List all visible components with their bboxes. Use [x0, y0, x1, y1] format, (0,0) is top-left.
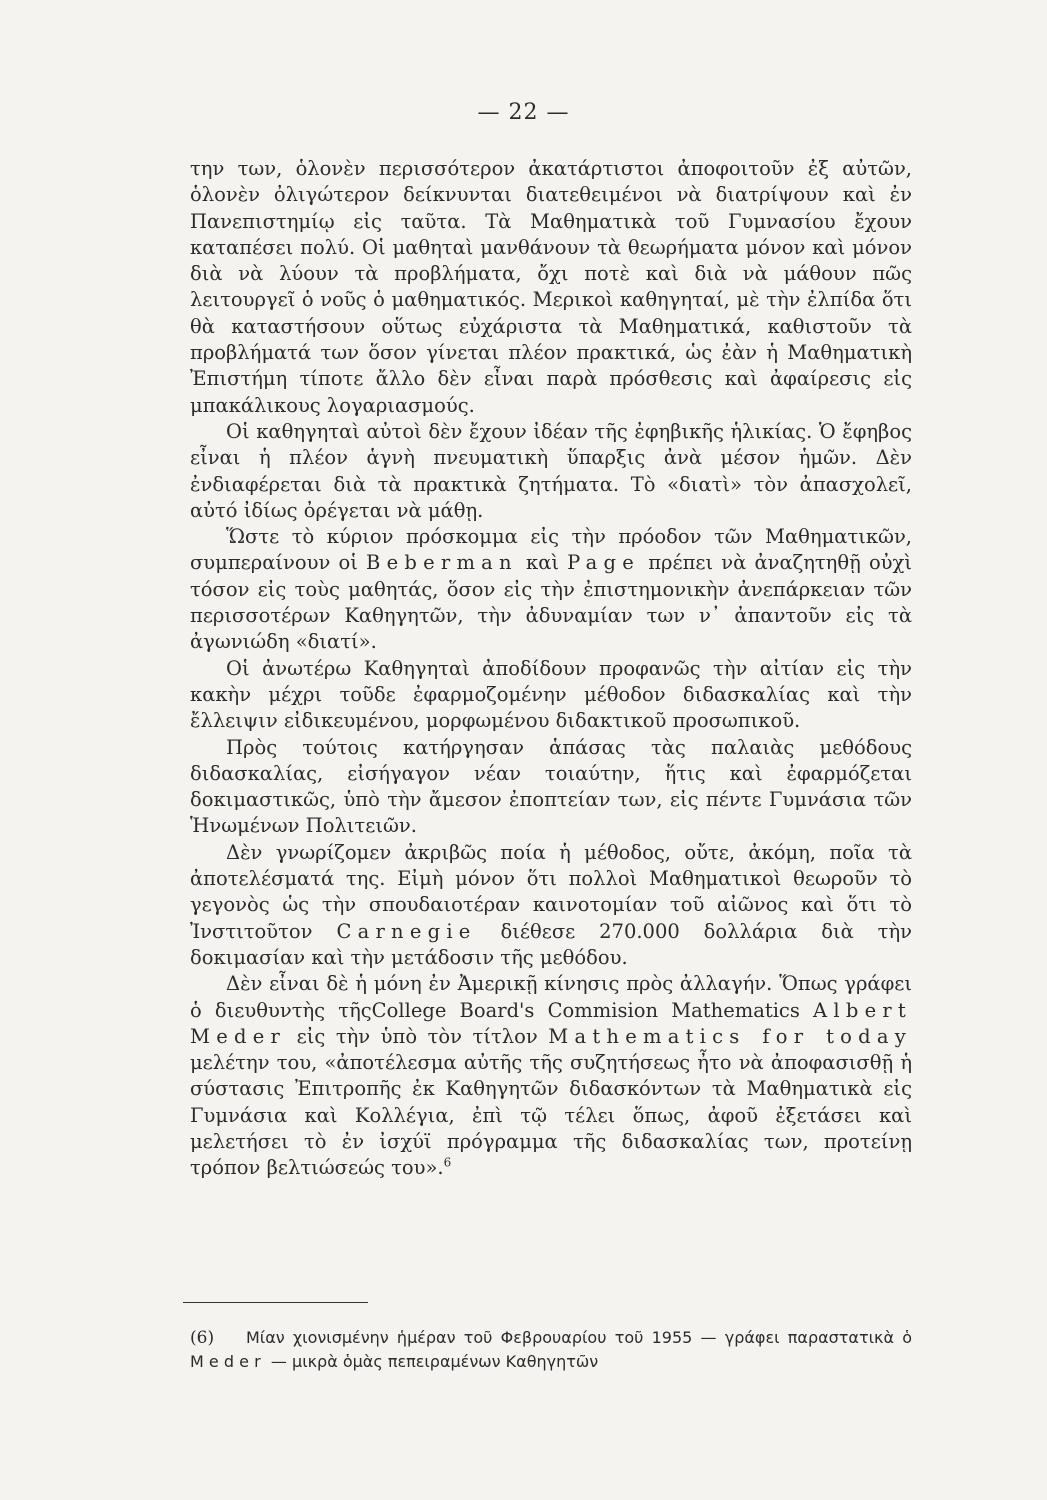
footnote-name-meder: Meder	[190, 1352, 266, 1371]
paragraph-3-text-a: Ὥστε τὸ κύριον πρόσκομμα εἰς τὴν πρόοδον τῶν Μαθηματικῶν, συμπεραίνουν οἱ	[190, 525, 912, 575]
institute-name-carnegie: Carnegie	[336, 919, 477, 943]
paragraph-7-text-a: Δὲν εἶναι δὲ ἡ μόνη ἐν Ἀμερικῇ κίνησις πρὸς ἀλλαγήν. Ὅπως γράφει ὁ διευθυντὴς τῆςCollege Board's Commision Mathematics	[190, 972, 912, 1022]
author-name-beberman: Beberman	[366, 551, 518, 575]
footnote-text-b: — μικρὰ ὁμὰς πεπειραμένων Καθηγητῶν	[270, 1352, 599, 1371]
footnote-reference: 6	[443, 1155, 452, 1170]
paragraph-4: Οἱ ἀνωτέρω Καθηγηταὶ ἀποδίδουν προφανῶς τὴν αἰτίαν εἰς τὴν κακὴν μέχρι τοῦδε ἐφαρμοζομένην μέθοδον διδασκαλίας καὶ τὴν ἔλλειψιν εἰδικευμένου, μορφωμένου διδακτικοῦ προσωπικοῦ.	[190, 656, 912, 733]
footnote	[190, 1326, 912, 1374]
paragraph-6-text-a: Δὲν γνωρίζομεν ἀκριβῶς ποία ἡ μέθοδος, οὔτε, ἀκόμη, ποῖα τὰ ἀποτελέσματά της. Εἰμὴ μόνον ὅτι πολλοὶ Μαθηματικοὶ θεωροῦν τὸ γεγονὸς ὡς τὴν σπουδαιοτέραν καινοτομίαν τοῦ αἰῶνος καὶ ὅτι τὸ Ἰνστιτοῦτον	[190, 840, 912, 943]
paragraph-3-text-b: καὶ	[526, 551, 560, 575]
paragraph-6-text-b: διέθεσε 270.000 δολλάρια διὰ τὴν δοκιμασίαν καὶ τὴν μετάδοσιν τῆς μεθόδου.	[190, 919, 912, 969]
paragraph-5: Πρὸς τούτοις κατήργησαν ἁπάσας τὰς παλαιὰς μεθόδους διδασκαλίας, εἰσήγαγον νέαν τοιαύτην, ἥτις καὶ ἐφαρμόζεται δοκιμαστικῶς, ὑπὸ τὴν ἄμεσον ἐποπτείαν των, εἰς πέντε Γυμνάσια τῶν Ἡνωμένων Πολιτειῶν.	[190, 735, 912, 838]
paragraph-7-text-c: μελέτην του, «ἀποτέλεσμα αὐτῆς τῆς συζητήσεως ἦτο νὰ ἀποφασισθῇ ἡ σύστασις Ἐπιτροπῆς ἐκ Καθηγητῶν διδασκόντων τὰ Μαθηματικὰ εἰς Γυμνάσια καὶ Κολλέγια, ἐπὶ τῷ τέλει ὅπως, ἀφοῦ ἐξετάσει καὶ μελετήσει τὸ ἐν ἰσχύϊ πρόγραμμα τῆς διδασκαλίας των, προτείνῃ τρόπον βελτιώσεώς του».	[190, 1051, 912, 1180]
body-text	[190, 156, 912, 1182]
footnote-marker: (6)	[190, 1328, 215, 1348]
study-title: Mathematics for today	[548, 1024, 913, 1048]
page-number: — 22 —	[477, 100, 570, 125]
author-name-page: Page	[567, 551, 641, 575]
footnote-divider	[183, 1302, 368, 1303]
paragraph-3	[190, 524, 912, 655]
paragraph-3-text-c: πρέπει νὰ ἀναζητηθῇ οὐχὶ τόσον εἰς τοὺς μαθητάς, ὅσον εἰς τὴν ἐπιστημονικὴν ἀνεπάρκειαν τῶν περισσοτέρων Καθηγητῶν, τὴν ἀδυναμίαν των ν᾽ ἀπαντοῦν εἰς τὰ ἀγωνιώδη «διατί».	[190, 551, 912, 654]
paragraph-2: Οἱ καθηγηταὶ αὐτοὶ δὲν ἔχουν ἰδέαν τῆς ἐφηβικῆς ἡλικίας. Ὁ ἔφηβος εἶναι ἡ πλέον ἁγνὴ πνευματικὴ ὕπαρξις ἀνὰ μέσον ἡμῶν. Δὲν ἐνδιαφέρεται διὰ τὰ πρακτικὰ ζητήματα. Τὸ «διατὶ» τὸν ἀπασχολεῖ, αὐτό ἰδίως ὀρέγεται νὰ μάθῃ.	[190, 419, 912, 522]
paragraph-1: την των, ὁλονὲν περισσότερον ἀκατάρτιστοι ἀποφοιτοῦν ἐξ αὐτῶν, ὁλονὲν ὀλιγώτερον δείκνυνται διατεθειμένοι νὰ διατρίψουν καὶ ἐν Πανεπιστημίῳ εἰς ταῦτα. Τὰ Μαθηματικὰ τοῦ Γυμνασίου ἔχουν καταπέσει πολύ. Οἱ μαθηταὶ μανθάνουν τὰ θεωρήματα μόνον καὶ μόνον διὰ νὰ λύουν τὰ προβλήματα, ὄχι ποτὲ καὶ διὰ νὰ μάθουν πῶς λειτουργεῖ ὁ νοῦς ὁ μαθηματικός. Μερικοὶ καθηγηταί, μὲ τὴν ἐλπίδα ὅτι θὰ καταστήσουν οὕτως εὐχάριστα τὰ Μαθηματικά, καθιστοῦν τὰ προβλήματά των ὅσον γίνεται πλέον πρακτικά, ὡς ἐὰν ἡ Μαθηματικὴ Ἐπιστήμη τίποτε ἄλλο δὲν εἶναι παρὰ πρόσθεσις καὶ ἀφαίρεσις εἰς μπακάλικους λογαριασμούς.	[190, 157, 912, 417]
paragraph-6	[190, 840, 912, 971]
paragraph-7	[190, 971, 912, 1181]
author-name-meder: Albert Meder	[190, 998, 912, 1048]
paragraph-7-text-b: εἰς τὴν ὑπὸ τὸν τίτλον	[296, 1024, 538, 1048]
footnote-text-a: Μίαν χιονισμένην ἡμέραν τοῦ Φεβρουαρίου τοῦ 1955 — γράφει παραστατικὰ ὁ	[246, 1328, 912, 1347]
